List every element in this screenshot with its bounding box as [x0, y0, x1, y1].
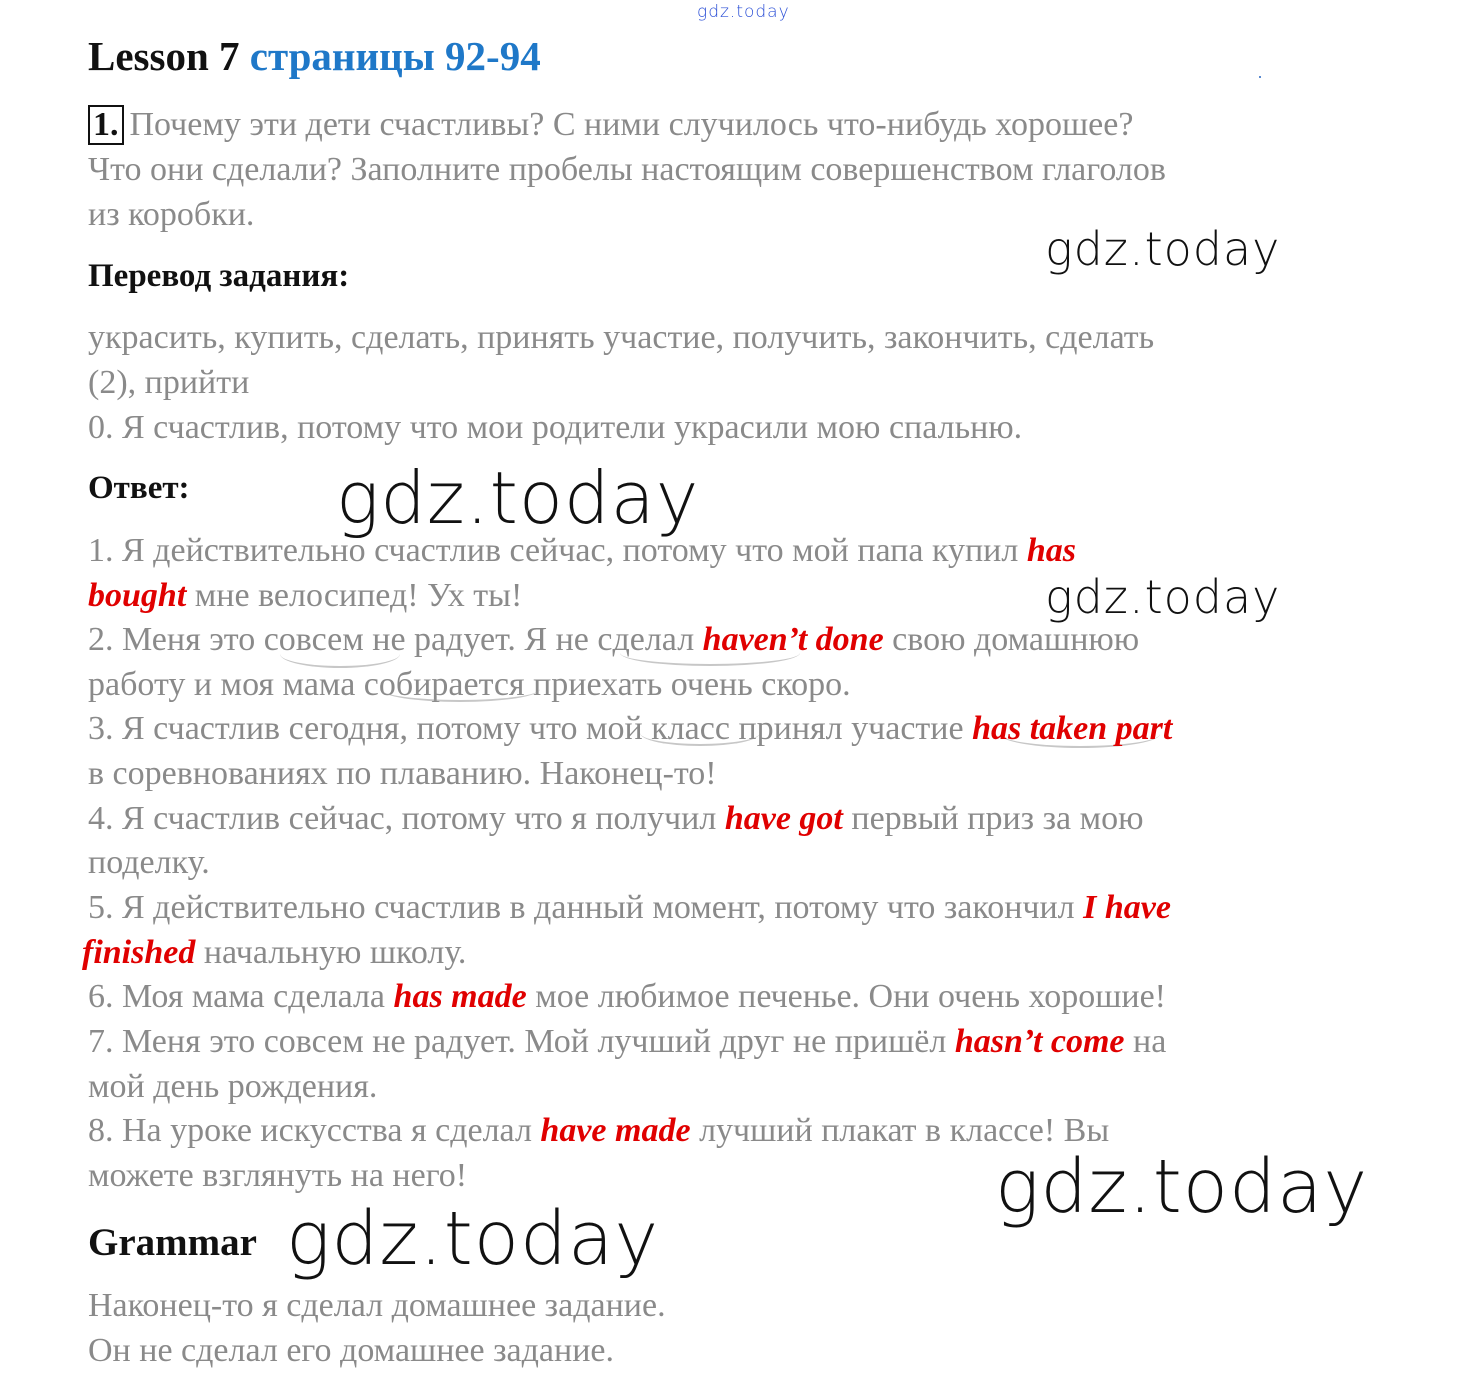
answer-2-verb: haven’t done [702, 621, 884, 658]
answer-3-text: 3. Я счастлив сегодня, потому что мой класс принял участие [88, 710, 973, 747]
answer-1-line-1 [88, 532, 1076, 570]
answer-6-text: 6. Моя мама сделала [88, 978, 394, 1015]
pages-label: страницы 92-94 [249, 33, 541, 79]
answer-8-line-2: можете взглянуть на него! [88, 1157, 468, 1194]
watermark-3: gdz.today [1045, 570, 1281, 624]
answer-7-line-1 [88, 1023, 1166, 1061]
answer-5-line-1 [88, 889, 1171, 927]
answer-2-rest: свою домашнюю [883, 621, 1140, 658]
answer-1-rest: мне велосипед! Ух ты! [186, 577, 523, 614]
answer-6-verb: has made [393, 978, 527, 1015]
watermark-2: gdz.today [336, 456, 700, 540]
scratch-mark [380, 676, 540, 702]
answer-8-text: 8. На уроке искусства я сделал [88, 1112, 541, 1149]
answer-1-text: 1. Я действительно счастлив сейчас, потому что мой папа купил [88, 532, 1027, 569]
task-line-1 [88, 105, 1133, 145]
answer-4-line-2: поделку. [88, 844, 210, 881]
lesson-label: Lesson 7 [88, 33, 240, 79]
answer-4-verb: have got [724, 800, 843, 837]
watermark-5: gdz.today [286, 1196, 660, 1282]
answer-5-line-2 [82, 934, 466, 972]
answer-1-line-2 [88, 577, 522, 615]
task-text-1: Почему эти дети счастливы? С ними случилось что-нибудь хорошее? [129, 106, 1134, 143]
answer-heading: Ответ: [88, 470, 190, 506]
answer-6-line-1 [88, 978, 1166, 1016]
answer-5-verb-b: finished [82, 934, 196, 971]
answer-3-line-2: в соревнованиях по плаванию. Наконец-то! [88, 755, 717, 792]
grammar-heading: Grammar [88, 1221, 257, 1264]
answer-1-verb-b: bought [88, 577, 187, 614]
task-line-2: Что они сделали? Заполните пробелы настоящим совершенством глаголов [88, 151, 1166, 188]
translation-line-1: украсить, купить, сделать, принять участие, получить, закончить, сделать [88, 319, 1155, 356]
scratch-mark [280, 640, 400, 668]
answer-7-line-2: мой день рождения. [88, 1068, 378, 1105]
answer-8-line-1 [88, 1112, 1109, 1150]
answer-8-rest: лучший плакат в классе! Вы [690, 1112, 1110, 1149]
answer-8-verb: have made [540, 1112, 691, 1149]
answer-5-rest: начальную школу. [195, 934, 467, 971]
watermark-4: gdz.today [995, 1144, 1369, 1230]
answer-4-text: 4. Я счастлив сейчас, потому что я получил [88, 800, 725, 837]
task-number: 1. [88, 105, 124, 145]
scratch-mark [620, 640, 800, 666]
answer-2-line-2: работу и моя мама собирается приехать очень скоро. [88, 666, 851, 703]
translation-heading: Перевод задания: [88, 258, 350, 294]
grammar-line-1: Наконец-то я сделал домашнее задание. [88, 1287, 666, 1324]
answer-3-verb: has taken part [972, 710, 1173, 747]
dot-mark [1259, 76, 1261, 78]
answer-7-text: 7. Меня это совсем не радует. Мой лучший друг не пришёл [88, 1023, 955, 1060]
answer-5-text: 5. Я действительно счастлив в данный момент, потому что закончил [88, 889, 1084, 926]
watermark-1: gdz.today [1045, 222, 1281, 276]
grammar-line-2: Он не сделал его домашнее задание. [88, 1332, 615, 1369]
answer-5-verb-a: I have [1083, 889, 1171, 926]
answer-7-verb: hasn’t come [954, 1023, 1125, 1060]
answer-2-text: 2. Меня это совсем не радует. Я не сделал [88, 621, 703, 658]
page-title [88, 32, 541, 80]
answer-2-line-1 [88, 621, 1139, 659]
watermark-top: gdz.today [697, 2, 790, 22]
answer-4-line-1 [88, 800, 1144, 838]
answer-4-rest: первый приз за мою [842, 800, 1144, 837]
answer-7-rest: на [1124, 1023, 1167, 1060]
translation-line-3: 0. Я счастлив, потому что мои родители украсили мою спальню. [88, 409, 1023, 446]
translation-line-2: (2), прийти [88, 364, 250, 401]
task-line-3: из коробки. [88, 196, 255, 233]
answer-6-rest: мое любимое печенье. Они очень хорошие! [526, 978, 1166, 1015]
answer-3-line-1 [88, 710, 1172, 748]
answer-1-verb-a: has [1026, 532, 1076, 569]
